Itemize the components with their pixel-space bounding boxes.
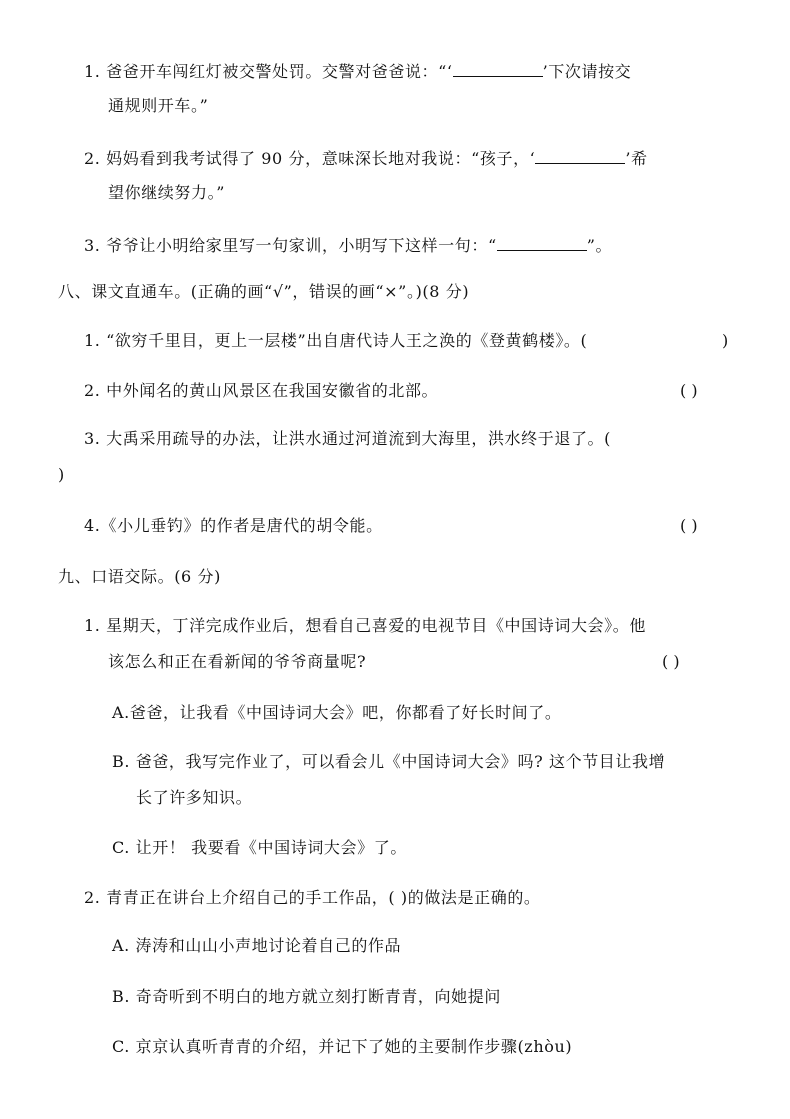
- s8-item-1: [84, 330, 587, 352]
- s9-q2-number: 2.: [84, 888, 101, 907]
- s7-q3-answer-blank[interactable]: [497, 234, 587, 251]
- s7-q1-text-a: 爸爸开车闯红灯被交警处罚。交警对爸爸说：“‘: [106, 62, 453, 81]
- s7-q3-text-b: ”。: [586, 236, 613, 255]
- s7-q1-line2: 通规则开车。”: [108, 96, 209, 115]
- s8-item-2-answer-paren[interactable]: ( ): [680, 381, 698, 400]
- s8-item-2-text: 中外闻名的黄山风景区在我国安徽省的北部。: [106, 381, 439, 400]
- s7-q2-text-b: ’希: [625, 149, 648, 168]
- s9-q1-option-b-line1: B. 爸爸，我写完作业了，可以看会儿《中国诗词大会》吗? 这个节目让我增: [112, 752, 666, 771]
- s7-q1-number: 1.: [84, 62, 101, 81]
- s8-item-3-answer-close[interactable]: ): [58, 465, 65, 484]
- s8-item-1-number: 1.: [84, 331, 101, 350]
- s9-q1-answer-paren[interactable]: ( ): [662, 652, 680, 671]
- s8-item-3-text: 大禹采用疏导的办法，让洪水通过河道流到大海里，洪水终于退了。(: [106, 429, 611, 448]
- s8-item-2-number: 2.: [84, 381, 101, 400]
- s9-q2-text: 青青正在讲台上介绍自己的手工作品，( )的做法是正确的。: [106, 888, 541, 907]
- s9-q1-text-line1: 星期天，丁洋完成作业后，想看自己喜爱的电视节目《中国诗词大会》。他: [106, 616, 646, 635]
- s8-item-4: [84, 515, 383, 537]
- s8-item-2: [84, 380, 438, 402]
- s9-q2-option-c: C. 京京认真听青青的介绍，并记下了她的主要制作步骤(zhòu): [112, 1037, 573, 1056]
- s9-q1-option-c: C. 让开！ 我要看《中国诗词大会》了。: [112, 838, 407, 857]
- s7-q1-answer-blank[interactable]: [453, 60, 543, 77]
- s9-q2-option-a: A. 涛涛和山山小声地讨论着自己的作品: [112, 936, 402, 955]
- s8-item-3: [84, 428, 611, 450]
- s7-q2-line2: 望你继续努力。”: [108, 183, 225, 202]
- s7-q1-text-b: ’下次请按交: [542, 62, 632, 81]
- s8-item-1-text: “欲穷千里目，更上一层楼”出自唐代诗人王之涣的《登黄鹤楼》。(: [106, 331, 588, 350]
- s9-q1-line1: [84, 615, 646, 637]
- s8-item-4-answer-paren[interactable]: ( ): [680, 516, 698, 535]
- s8-item-3-number: 3.: [84, 429, 101, 448]
- s9-q1-option-b-line2: 长了许多知识。: [136, 788, 253, 807]
- s8-item-4-number: 4.: [84, 516, 101, 535]
- s8-item-1-answer-close[interactable]: ): [722, 331, 729, 350]
- s7-q3-number: 3.: [84, 236, 101, 255]
- s8-item-4-text: 《小儿垂钓》的作者是唐代的胡令能。: [100, 516, 383, 535]
- s9-q1-number: 1.: [84, 616, 101, 635]
- s7-q2-line1: [84, 147, 648, 169]
- s7-q3-line1: [84, 234, 612, 256]
- s9-q1-option-a: A.爸爸，让我看《中国诗词大会》吧，你都看了好长时间了。: [112, 703, 562, 722]
- s9-q2-option-b: B. 奇奇听到不明白的地方就立刻打断青青，向她提问: [112, 987, 501, 1006]
- s9-q2-line: [84, 887, 541, 909]
- s9-q1-line2: 该怎么和正在看新闻的爷爷商量呢?: [108, 652, 367, 671]
- section8-heading: 八、课文直通车。(正确的画“√”，错误的画“×”。)(8 分): [58, 282, 470, 301]
- s7-q2-answer-blank[interactable]: [535, 147, 625, 164]
- s7-q2-text-a: 妈妈看到我考试得了 90 分，意味深长地对我说：“孩子，‘: [106, 149, 536, 168]
- s7-q1-line1: [84, 60, 631, 82]
- s7-q3-text-a: 爷爷让小明给家里写一句家训，小明写下这样一句：“: [106, 236, 497, 255]
- s7-q2-number: 2.: [84, 149, 101, 168]
- section9-heading: 九、口语交际。(6 分): [58, 567, 221, 586]
